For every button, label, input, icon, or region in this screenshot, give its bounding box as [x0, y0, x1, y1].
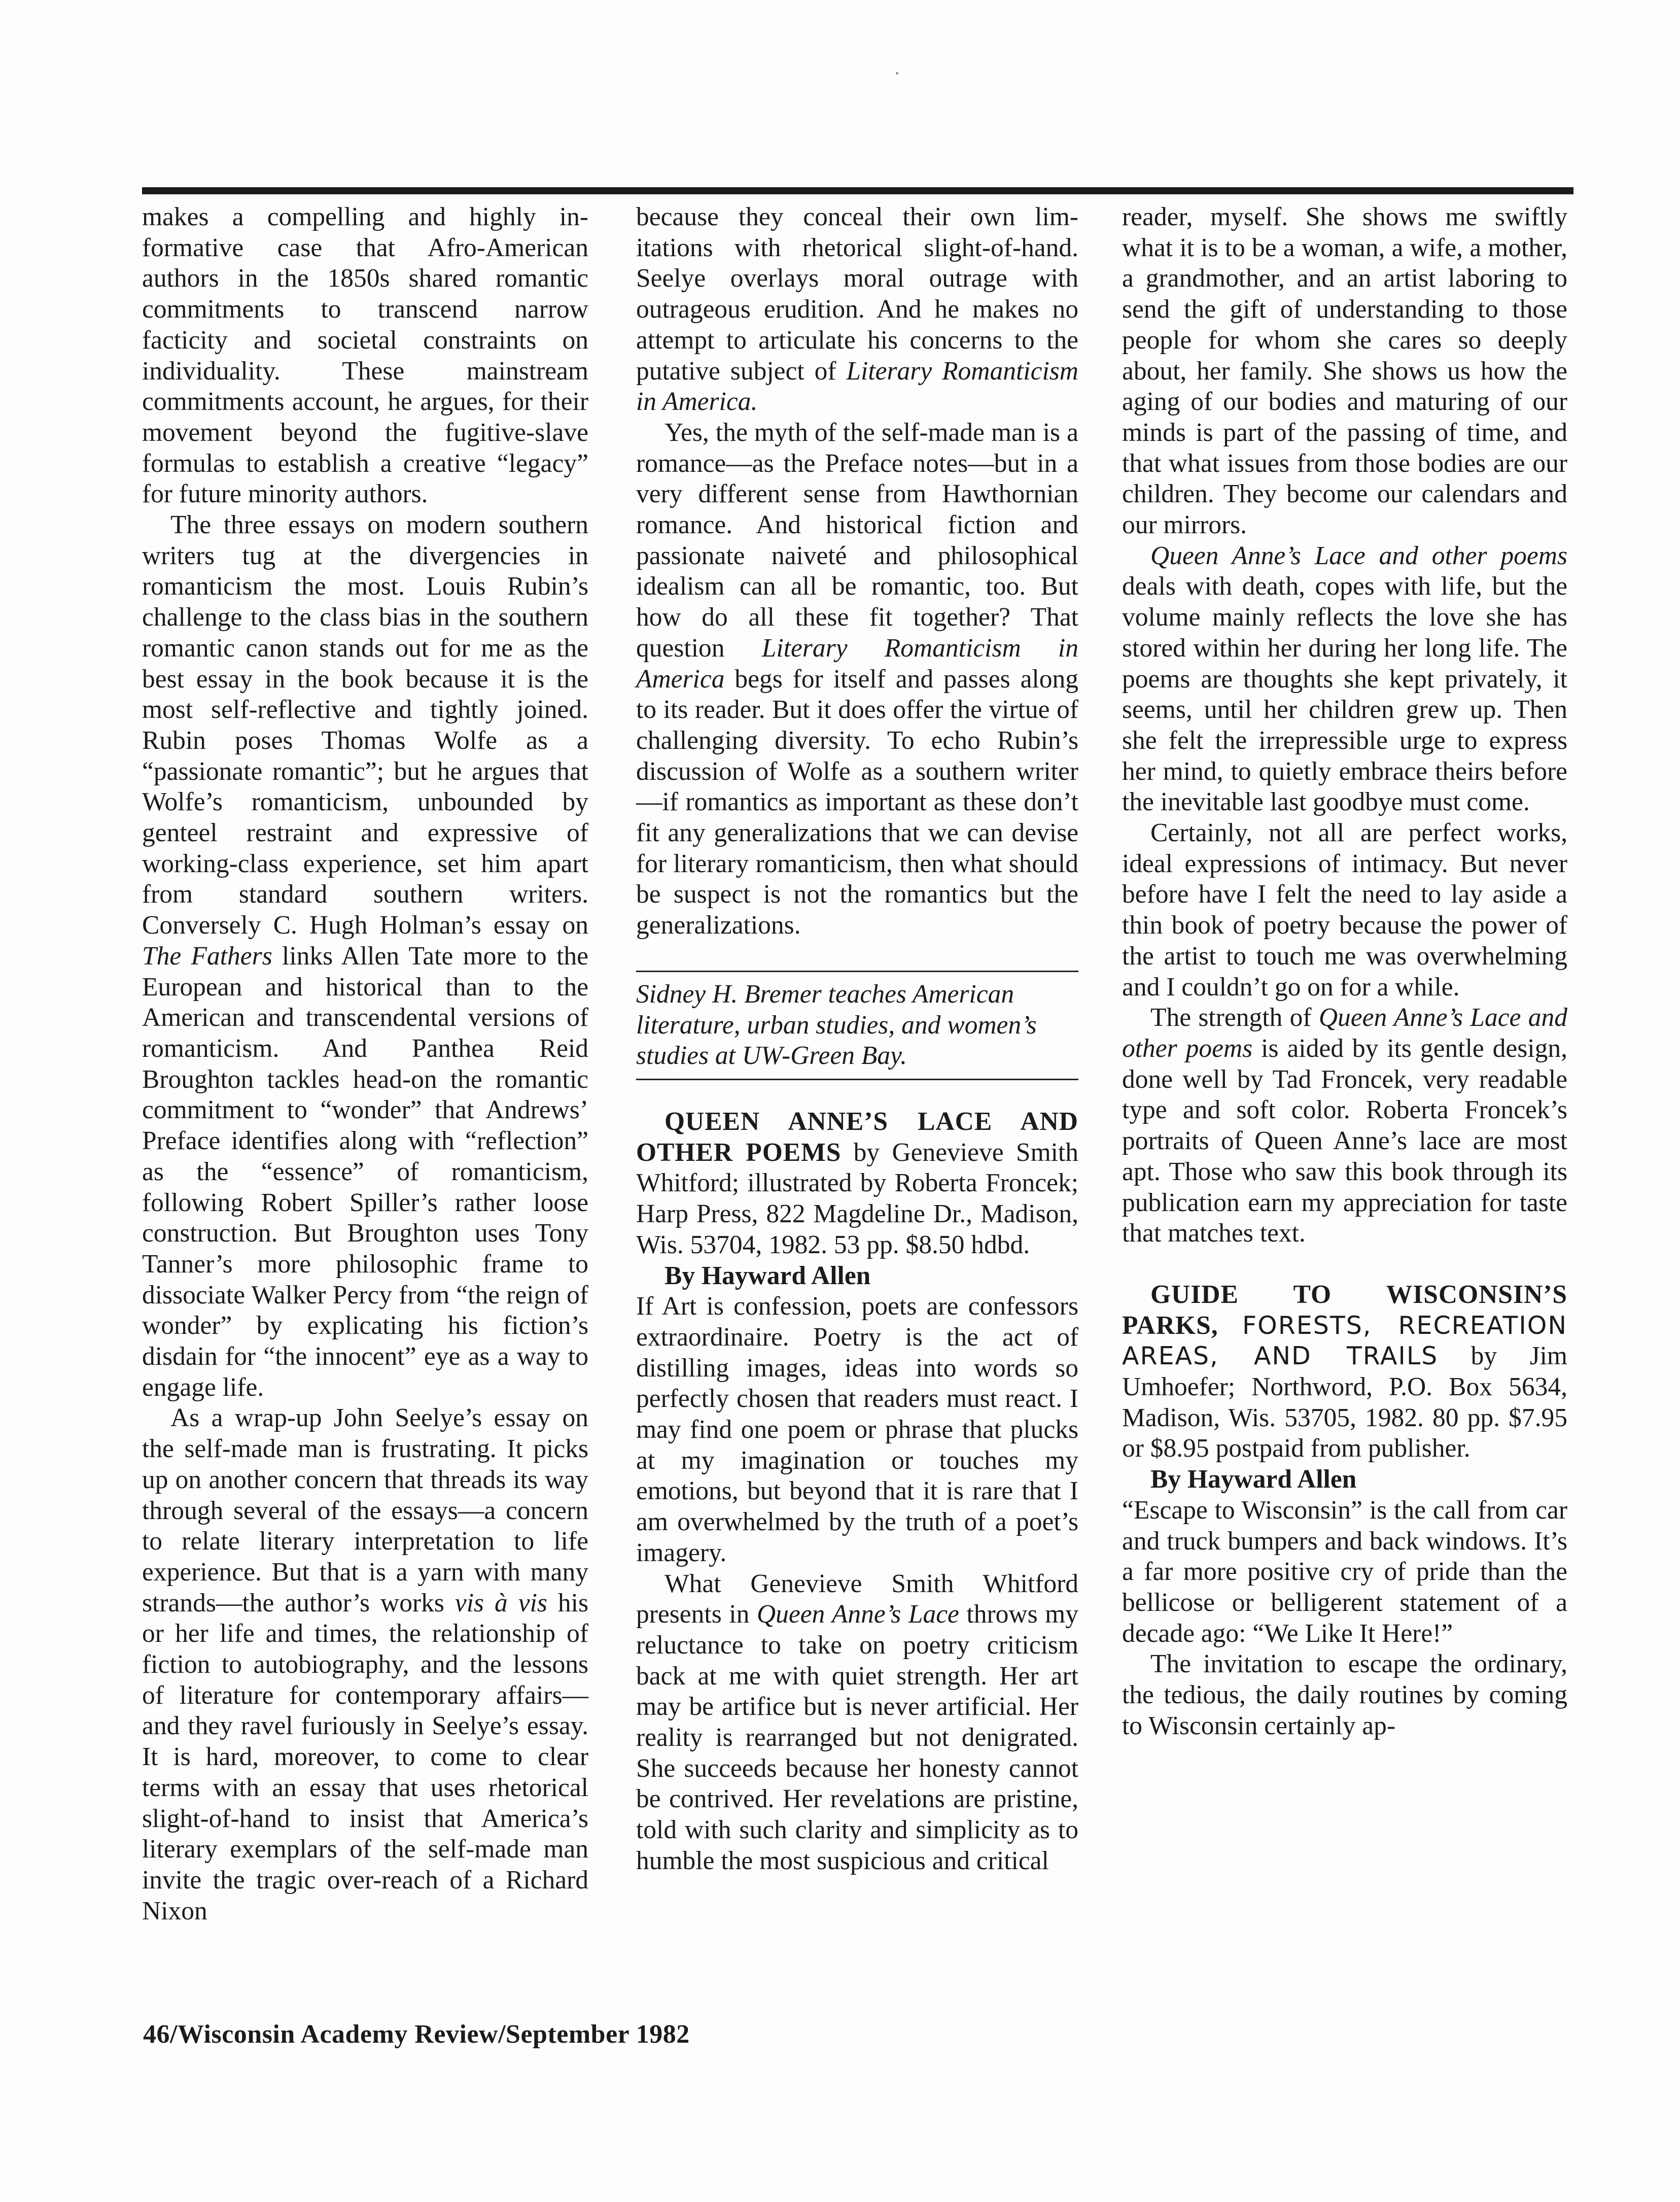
paragraph [636, 1569, 1078, 1877]
review-details: by Genevieve Smith Whitford; illustrated by Roberta Froncek; Harp Press, 822 Magdeline Dr., Madison, Wis. 53704, 1982. 53 pp. $8.50 hdbd. [636, 1138, 1078, 1259]
spacer [1122, 1249, 1567, 1280]
text-run: What Genevieve Smith Whitford presents in [636, 1569, 1078, 1629]
review-title: GUIDE TO WISCONSIN’S PARKS, [1122, 1280, 1567, 1340]
review-title: QUEEN ANNE’S LACE AND OTHER POEMS [636, 1107, 1078, 1167]
italic-phrase: vis à vis [454, 1588, 547, 1618]
byline: By Hayward Allen [664, 1261, 871, 1290]
column-right [1122, 202, 1567, 1741]
paragraph [636, 202, 1078, 418]
page-footer: 46/Wisconsin Academy Review/September 1982 [143, 2020, 690, 2049]
book-title: Literary Romanticism in America [636, 633, 1078, 694]
review-heading [1122, 1280, 1567, 1464]
paragraph [636, 418, 1078, 941]
paper-speck [896, 72, 898, 75]
text-run: his or her life and times, the relationship of fiction to autobiography, and the lessons of literature for contemporary affairs—and they ravel furiously in Seelye’s essay. It is hard, moreover, to come to clear terms with an essay that uses rhetorical slight-of-hand to insist that America’s literary exemplars of the self-made man invite the tragic over-reach of a Richard Nixon [142, 1588, 588, 1925]
author-bio [636, 971, 1078, 1080]
text-run: begs for itself and passes along to its reader. But it does offer the virtue of challenging diversity. To echo Rubin’s discussion of Wolfe as a southern writer—if romantics as important as these don’t fit any generalizations that we can devise for literary romanticism, then what should be suspect is not the romantics but the generalizations. [636, 664, 1078, 940]
text-run: The strength of [1150, 1003, 1319, 1033]
book-title: Queen Anne’s Lace [756, 1600, 959, 1629]
book-title: Literary Romanticism in America. [636, 356, 1078, 417]
review-heading [636, 1107, 1078, 1261]
text-run: is aided by its gentle design, done well by Tad Froncek, very readable type and soft color. Roberta Froncek’s portraits of Queen Anne’s lace are most apt. Those who saw this book through its publication earn my appreciation for taste that matches text. [1122, 1034, 1567, 1248]
paragraph [142, 510, 588, 1403]
paragraph [142, 1403, 588, 1926]
column-middle [636, 202, 1078, 1877]
paragraph: reader, myself. She shows me swiftly what it is to be a woman, a wife, a mother, a grandmother, and an artist laboring to send the gift of understanding to those people for whom she cares so deeply about, her family. She shows us how the aging of our bodies and maturing of our minds is part of the passing of time, and that what issues from those bodies are our children. They become our calendars and our mirrors. [1122, 202, 1567, 540]
text-run: throws my reluctance to take on poetry criticism back at me with quiet strength. Her art may be artifice but is never artificial. Her reality is rearranged but not denigrated. She succeeds because her honesty cannot be contrived. Her revelations are pristine, told with such clarity and simplicity as to humble the most suspicious and critical [636, 1600, 1078, 1875]
paragraph [1122, 541, 1567, 818]
book-title: The Fathers [142, 941, 272, 971]
review-details: by Jim Umhoefer; Northword, P.O. Box 5634, Madison, Wis. 53705, 1982. 80 pp. $7.95 or $8.95 postpaid from publisher. [1122, 1341, 1567, 1463]
text-run: As a wrap-up John Seelye’s essay on the self-made man is frustrating. It picks up on another concern that threads its way through several of the essays—a concern to relate literary interpretation to life experience. But that is a yarn with many strands—the author’s works [142, 1403, 588, 1618]
paragraph: “Escape to Wisconsin” is the call from car and truck bumpers and back windows. It’s a far more positive cry of pride than the bellicose or belligerent statement of a decade ago: “We Like It Here!” [1122, 1495, 1567, 1648]
byline: By Hayward Allen [1150, 1465, 1357, 1494]
paragraph: If Art is confession, poets are confessors extraordinaire. Poetry is the act of distilling images, ideas into words so perfectly chosen that readers must react. I may find one poem or phrase that plucks at my imagination or touches my emotions, but beyond that it is rare that I am overwhelmed by the truth of a poet’s imagery. [636, 1292, 1078, 1567]
text-run: The three essays on modern southern writers tug at the divergencies in romanticism the most. Louis Rubin’s challenge to the class bias in the southern romantic canon stands out for me as the best essay in the book because it is the most self-reflective and tightly joined. Rubin poses Thomas Wolfe as a “passionate romantic”; but he argues that Wolfe’s romanticism, unbounded by genteel restraint and expressive of working-class experience, set him apart from standard southern writers. Conversely C. Hugh Holman’s essay on [142, 510, 588, 940]
text-run: because they conceal their own limitations with rhetorical slight-of-hand. Seelye overlays moral outrage with outrageous erudition. And he makes no attempt to articulate his concerns to the putative subject of [636, 202, 1078, 386]
paragraph: The invitation to escape the ordinary, the tedious, the daily routines by coming to Wisconsin certainly ap- [1122, 1649, 1567, 1740]
book-title: Queen Anne’s Lace and other poems [1150, 541, 1567, 570]
book-title: Queen Anne’s Lace and other poems [1122, 1003, 1567, 1063]
paragraph [1122, 1003, 1567, 1249]
text-run: links Allen Tate more to the European and historical than to the American and transcendental versions of romanticism. And Panthea Reid Broughton tackles head-on the romantic commitment to “wonder” that Andrews’ Preface identifies along with “reflection” as the “essence” of romanticism, following Robert Spiller’s rather loose construction. But Broughton uses Tony Tanner’s more philosophic frame to dissociate Walker Percy from “the reign of wonder” by explicating his fiction’s disdain for “the innocent” eye as a way to engage life. [142, 941, 589, 1402]
text-run: Yes, the myth of the self-made man is a romance—as the Preface notes—but in a very different sense from Hawthornian romance. And historical fiction and passionate naiveté and philosophical idealism can all be romantic, too. But how do all these fit together? That question [636, 418, 1078, 663]
text-run: deals with death, copes with life, but the volume mainly reflects the love she has stored within her during her long life. The poems are thoughts she kept privately, it seems, until her children grew up. Then she felt the irrepressible urge to express her mind, to quietly embrace theirs before the inevitable last goodbye must come. [1122, 572, 1567, 817]
column-left [142, 202, 588, 1926]
paragraph: Certainly, not all are perfect works, ideal expressions of intimacy. But never before have I felt the need to lay aside a thin book of poetry because the power of the artist to touch me was overwhelming and I couldn’t go on for a while. [1122, 818, 1567, 1002]
paragraph: makes a compelling and highly informative case that Afro-American authors in the 1850s shared romantic commitments to transcend narrow facticity and societal constraints on individuality. These mainstream commitments account, he argues, for their movement beyond the fugitive-slave formulas to establish a creative “legacy” for future minority authors. [142, 202, 588, 509]
review-title-caps: FORESTS, RECREATION AREAS, AND TRAILS [1122, 1311, 1567, 1371]
author-bio-text: Sidney H. Bremer teaches American literature, urban studies, and women’s studies at UW-Green Bay. [636, 979, 1037, 1071]
top-rule [142, 187, 1573, 194]
